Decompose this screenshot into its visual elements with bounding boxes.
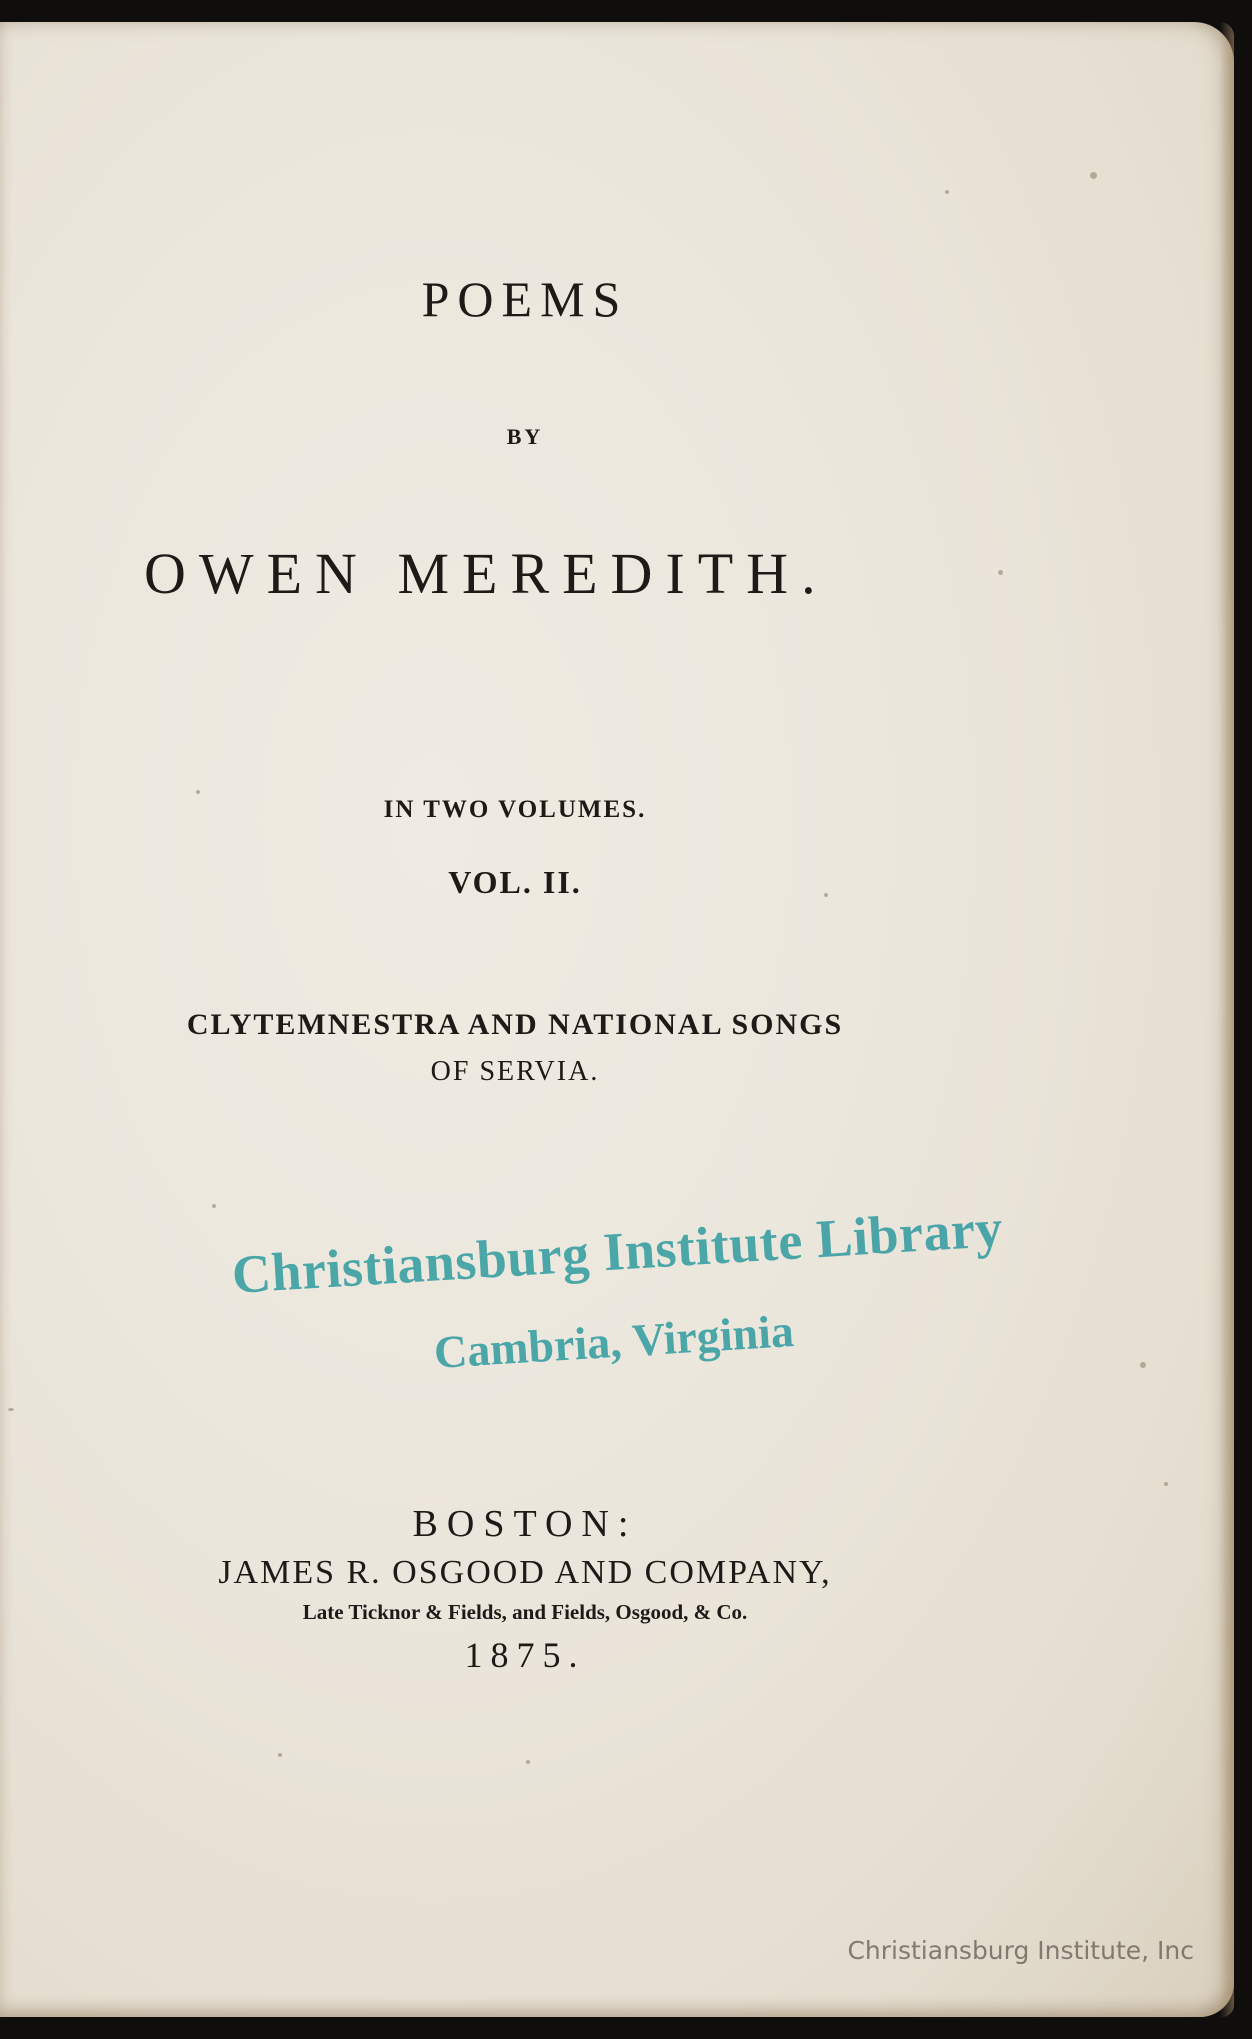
byline: BY [506,424,544,449]
volume-number: VOL. II. [448,864,582,900]
book-title: POEMS [421,271,629,327]
paper-speck [526,1760,530,1764]
paper-speck [278,1753,282,1757]
paper-speck [212,1204,216,1208]
paper-speck [1140,1362,1146,1368]
book-title-page [0,22,1234,2017]
paper-speck [1164,1482,1168,1486]
publisher-name: JAMES R. OSGOOD AND COMPANY, [218,1554,832,1591]
page-edge-shading [1220,22,1234,2017]
paper-speck [945,190,949,194]
contents-line-1: CLYTEMNESTRA AND NATIONAL SONGS [186,1008,844,1041]
publisher-former-names: Late Ticknor & Fields, and Fields, Osgood, & Co. [302,1600,748,1624]
library-stamp-line-2: Cambria, Virginia [432,1305,796,1378]
paper-speck [1090,172,1097,179]
contents-line-2: OF SERVIA. [430,1056,600,1087]
photo-watermark: Christiansburg Institute, Inc [847,1936,1194,1965]
library-stamp-line-1: Christiansburg Institute Library [230,1197,1005,1305]
paper-speck [196,790,200,794]
volume-count: IN TWO VOLUMES. [383,796,647,823]
publication-year: 1875. [464,1635,586,1675]
paper-speck [8,1408,14,1411]
publication-place: BOSTON: [412,1503,638,1545]
author-name: OWEN MEREDITH. [144,541,829,606]
